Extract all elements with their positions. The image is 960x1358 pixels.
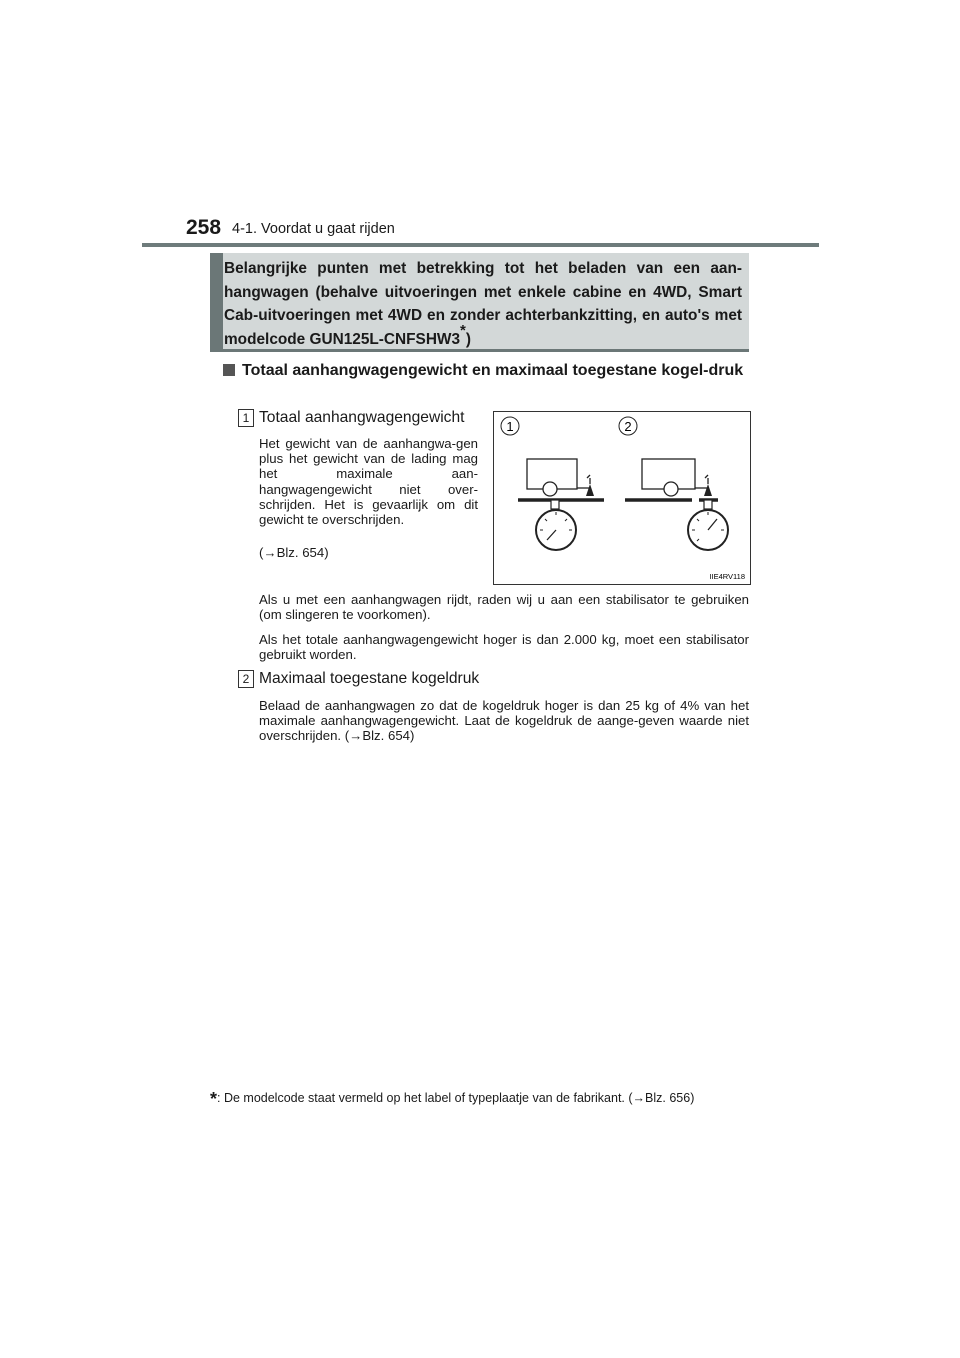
scale-2-icon — [688, 500, 728, 550]
item-2-text: Belaad de aanhangwagen zo dat de kogeldruk hoger is dan 25 kg of 4% van het maximale aanhangwagengewicht. Laat de kogeldruk de aange-geven waarde niet overschrijden. (→Blz. 654) — [259, 698, 749, 744]
item-2-number: 2 — [238, 670, 254, 688]
trailer-1-icon — [518, 459, 604, 500]
asterisk-mark: * — [460, 322, 466, 340]
page-number: 258 — [186, 216, 222, 239]
item-1-heading: Totaal aanhangwagengewicht — [259, 409, 465, 426]
section-box-bar — [210, 253, 223, 349]
footnote — [210, 1086, 694, 1107]
section-title-close: ) — [465, 330, 472, 348]
item-1-ref: (→Blz. 654) — [259, 545, 329, 560]
subsection-title: Totaal aanhangwagengewicht en maximaal toegestane kogel-druk — [242, 362, 744, 379]
chapter-title: 4-1. Voordat u gaat rijden — [232, 221, 395, 237]
figure-code: IIE4RV118 — [709, 572, 745, 581]
trailer-2-icon — [625, 459, 718, 500]
footnote-star: * — [210, 1089, 218, 1109]
section-title-text: Belangrijke punten met betrekking tot het beladen van een aan-hangwagen (behalve uitvoeringen met enkele cabine en 4WD, Smart Cab-uitvoeringen met 4WD en zonder achterbankzitting, en auto's met modelcode GUN125L-CNFSHW3 — [224, 260, 742, 348]
section-title — [224, 257, 742, 351]
trailer-weight-figure — [493, 411, 751, 585]
item-2-heading: Maximaal toegestane kogeldruk — [259, 670, 480, 687]
figure-label-1: 1 — [506, 419, 514, 434]
item-1-stabilizer-text: Als u met een aanhangwagen rijdt, raden wij u aan een stabilisator te gebruiken (om slingeren te voorkomen). — [259, 592, 749, 623]
item-1-limit-text: Als het totale aanhangwagengewicht hoger is dan 2.000 kg, moet een stabilisator gebruikt worden. — [259, 632, 749, 663]
figure-label-2: 2 — [624, 419, 632, 434]
trailer-scale-illustration — [494, 412, 750, 584]
item-1-text: Het gewicht van de aanhangwa-gen plus het gewicht van de lading mag het maximale aan-hangwagengewicht niet over-schrijden. Het is gevaarlijk om dit gewicht te overschrijden. — [259, 436, 478, 528]
scale-1-icon — [536, 500, 576, 550]
item-1-number: 1 — [238, 409, 254, 427]
header-rule — [142, 243, 819, 247]
subsection-marker-icon — [223, 364, 235, 376]
footnote-text: : De modelcode staat vermeld op het label of typeplaatje van de fabrikant. (→Blz. 656) — [217, 1091, 695, 1105]
section-box-underline — [210, 349, 749, 352]
